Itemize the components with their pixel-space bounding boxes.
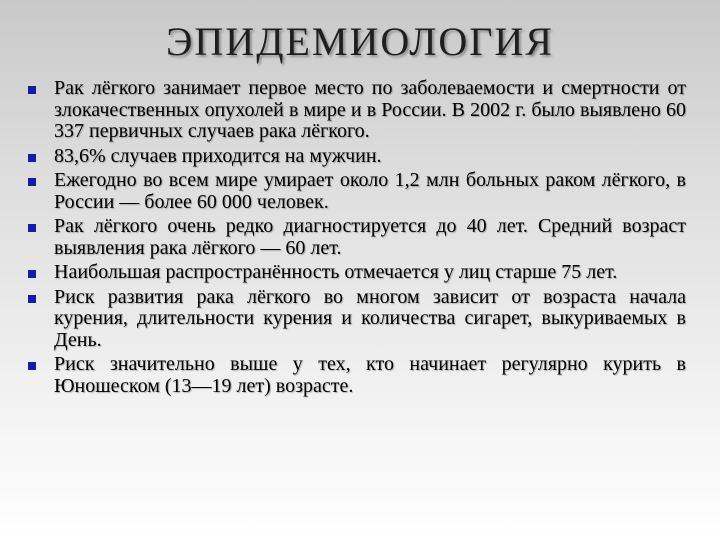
square-bullet-icon <box>28 178 36 186</box>
square-bullet-icon <box>28 86 36 94</box>
bullet-text: 83,6% случаев приходится на мужчин. <box>54 144 382 167</box>
bullet-text: Ежегодно во всем мире умирает около 1,2 млн больных раком лёгкого, в России — более 60 000 человек. <box>54 169 686 213</box>
bullet-item <box>28 216 686 259</box>
bullet-text: Рак лёгкого занимает первое место по заболеваемости и смертности от злокачественных опухолей в мире и в России. В 2002 г. было выявлено 60 337 первичных случаев рака лёгкого. <box>54 77 686 142</box>
bullet-item <box>28 146 686 168</box>
bullet-item <box>28 262 686 284</box>
square-bullet-icon <box>28 154 36 162</box>
bullet-text: Риск значительно выше у тех, кто начинает регулярно курить в Юношеском (13—19 лет) возрасте. <box>54 353 686 397</box>
slide-title: ЭПИДЕМИОЛОГИЯ <box>166 19 554 64</box>
bullet-item <box>28 78 686 143</box>
bullet-item <box>28 354 686 397</box>
square-bullet-icon <box>28 295 36 303</box>
bullet-list <box>28 78 686 400</box>
bullet-text: Наибольшая распространённость отмечается у лиц старше 75 лет. <box>54 261 618 283</box>
square-bullet-icon <box>28 224 36 232</box>
bullet-text: Риск развития рака лёгкого во многом зависит от возраста начала курения, длительности курения и количества сигарет, выкуриваемых в День. <box>54 285 686 351</box>
square-bullet-icon <box>28 270 36 278</box>
square-bullet-icon <box>28 362 36 370</box>
bullet-item <box>28 170 686 213</box>
bullet-text: Рак лёгкого очень редко диагностируется до 40 лет. Средний возраст выявления рака лёгкого — 60 лет. <box>54 215 686 259</box>
bullet-item <box>28 287 686 352</box>
